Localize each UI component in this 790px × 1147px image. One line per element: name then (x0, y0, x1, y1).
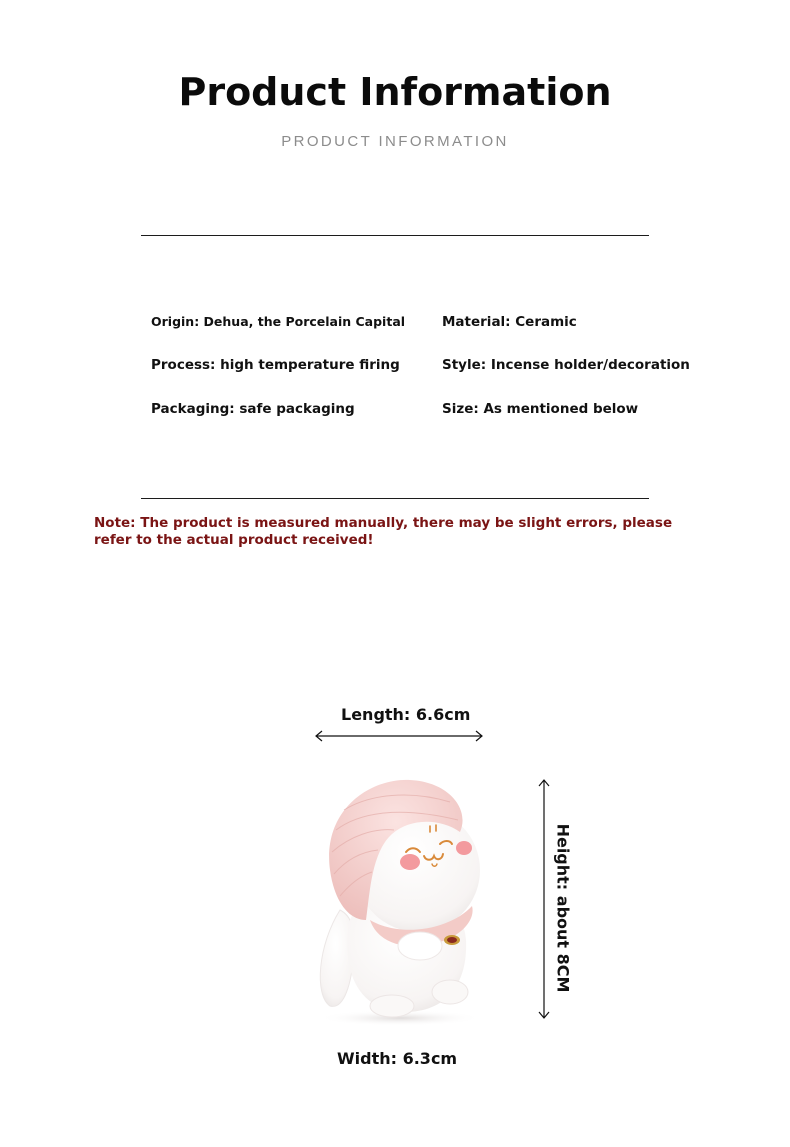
gold-pendant-icon (444, 935, 460, 945)
spec-style: Style: Incense holder/decoration (442, 357, 690, 373)
page-subtitle: PRODUCT INFORMATION (281, 133, 509, 150)
page-title: Product Information (178, 70, 612, 114)
spec-size: Size: As mentioned below (442, 401, 639, 417)
length-label: Length: 6.6cm (341, 705, 471, 724)
spec-material: Material: Ceramic (442, 314, 577, 330)
spec-process: Process: high temperature firing (151, 357, 400, 373)
spec-origin: Origin: Dehua, the Porcelain Capital (151, 314, 406, 329)
divider-top (141, 235, 649, 236)
spec-packaging: Packaging: safe packaging (151, 401, 355, 417)
double-arrow-vertical-icon (535, 776, 553, 1022)
measurement-note: Note: The product is measured manually, there may be slight errors, please refer to the actual product received! (94, 515, 673, 548)
double-arrow-horizontal-icon (312, 727, 486, 745)
width-label: Width: 6.3cm (337, 1049, 458, 1068)
height-label: Height: about 8CM (553, 823, 573, 993)
divider-bottom (141, 498, 649, 499)
product-image-bunny-figurine (300, 770, 500, 1030)
